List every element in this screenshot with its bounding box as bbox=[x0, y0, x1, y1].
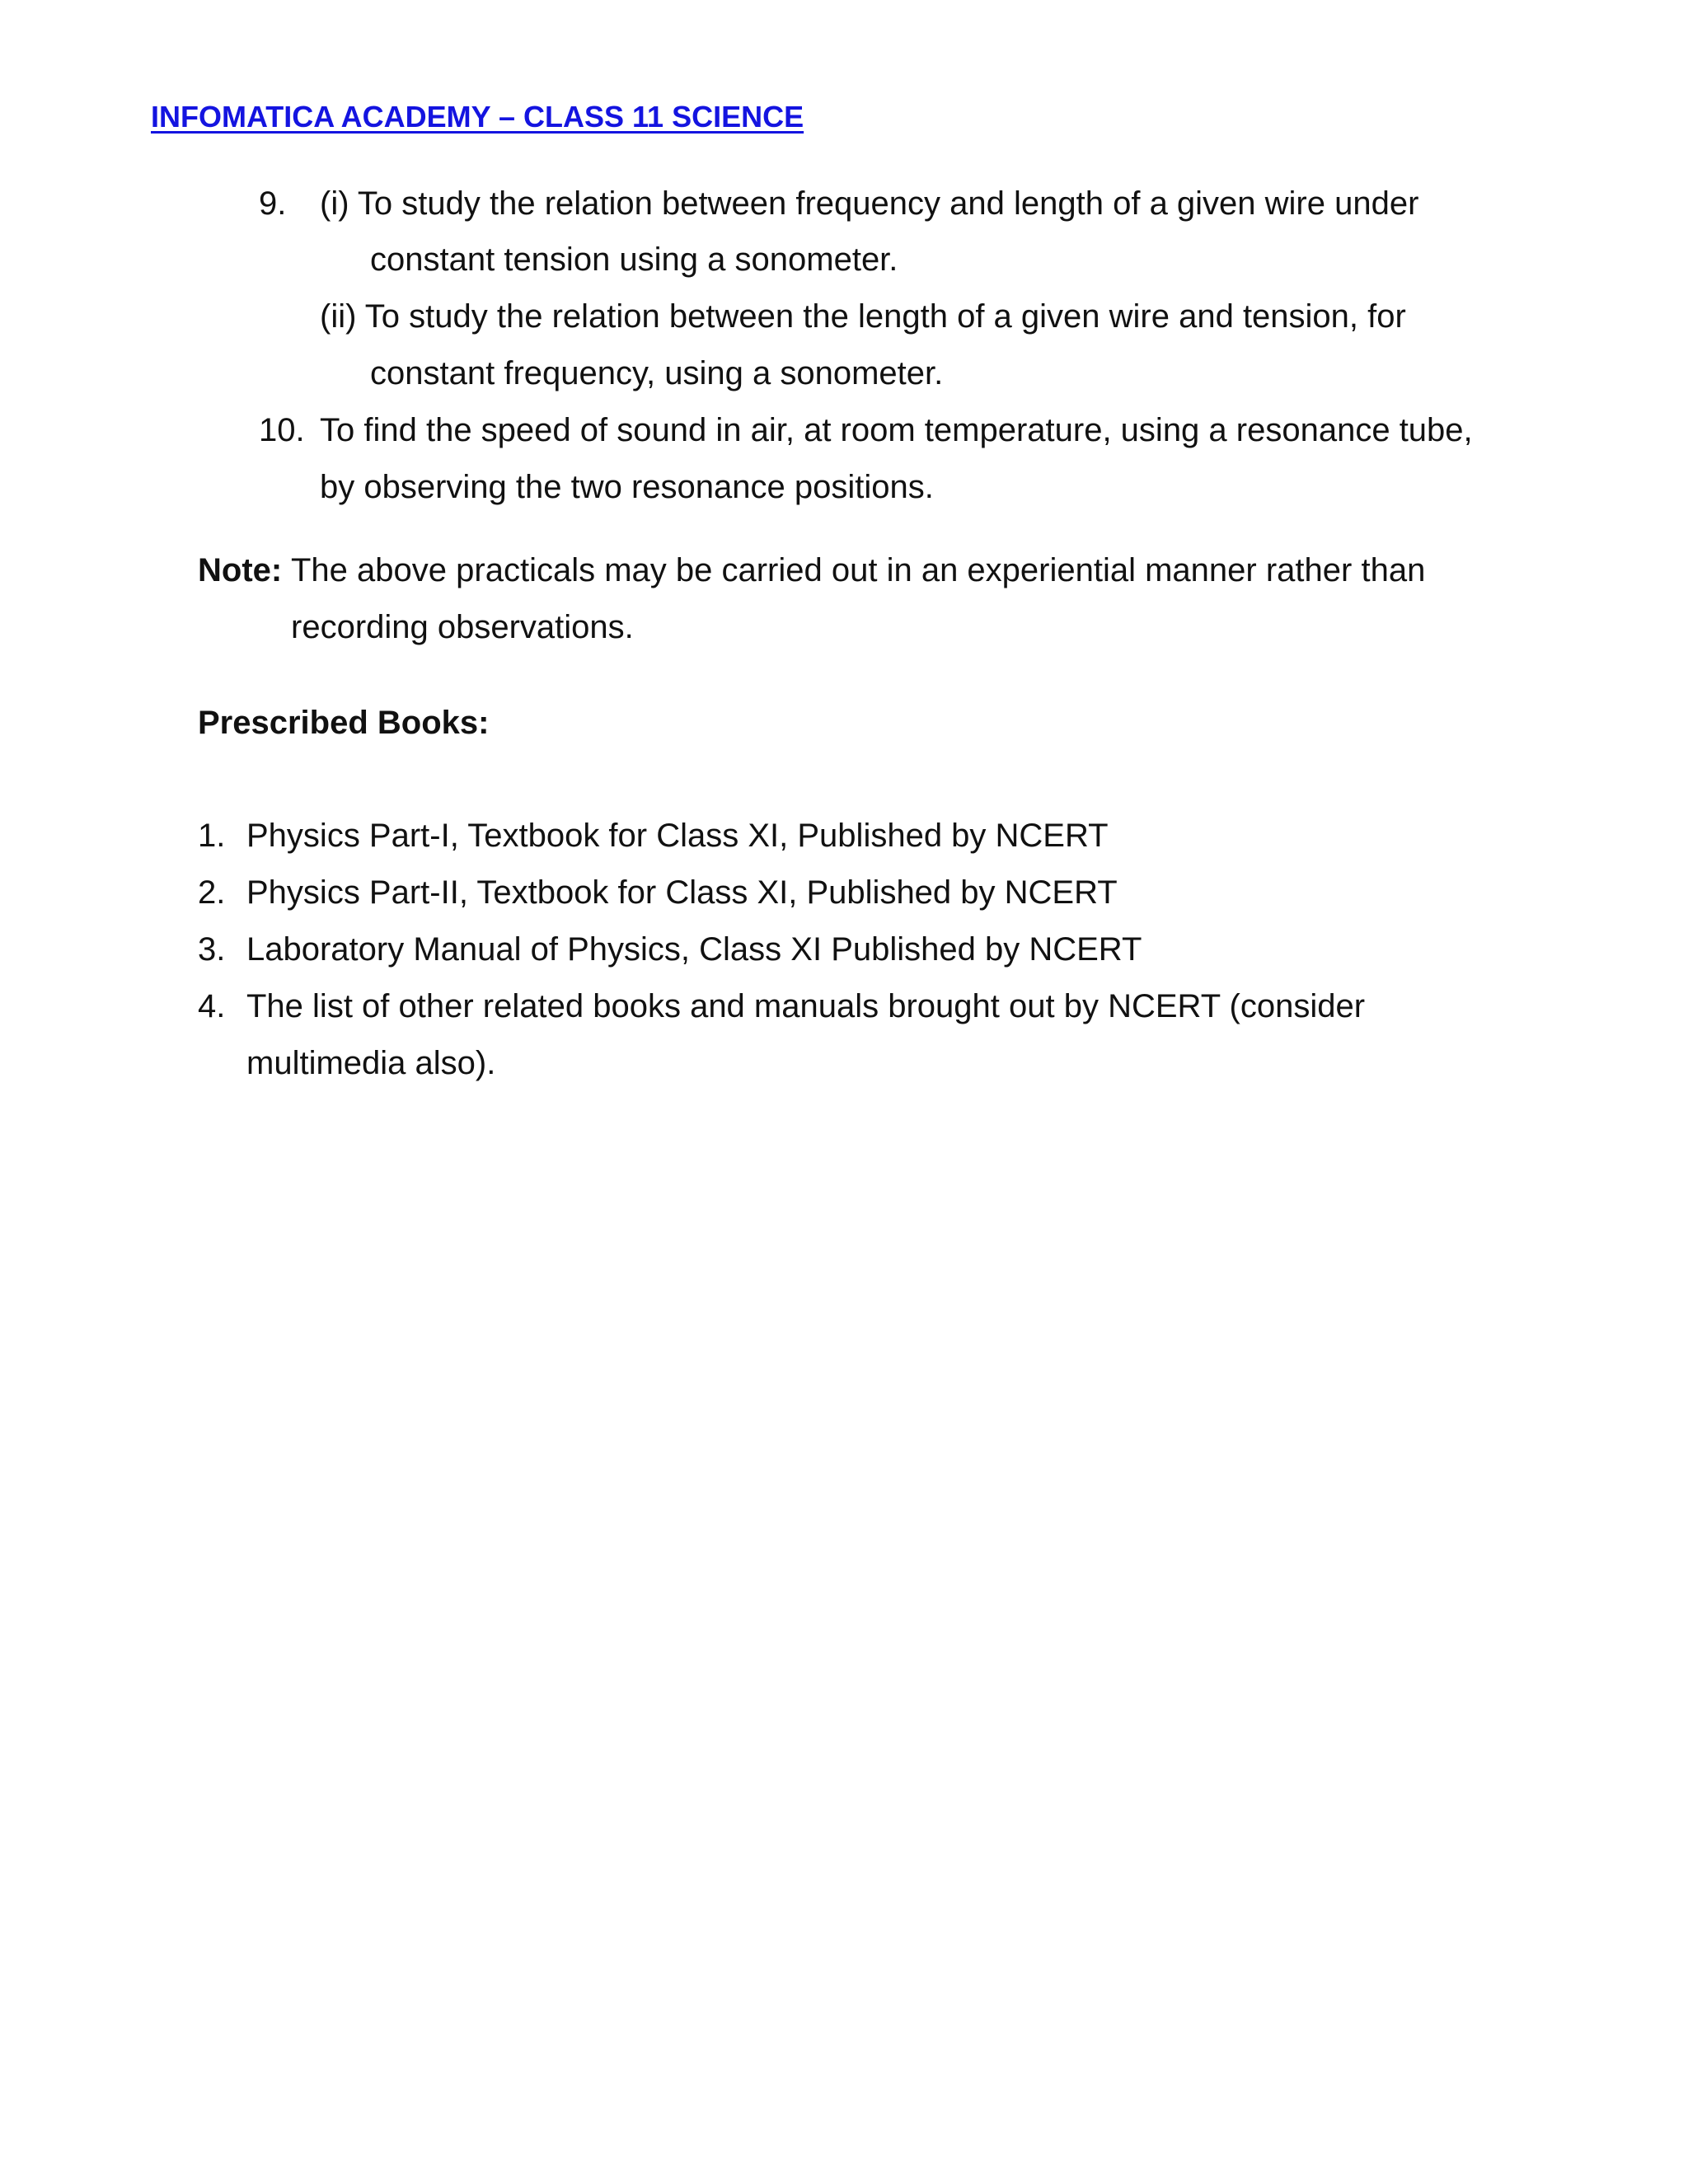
experiment-9-part-ii-line-1: (ii) To study the relation between the length of a given wire and tension, for bbox=[320, 298, 1406, 335]
book-2-text: Physics Part-II, Textbook for Class XI, Published by NCERT bbox=[246, 874, 1118, 911]
note-line-1: The above practicals may be carried out in an experiential manner rather than bbox=[291, 552, 1426, 588]
book-4-text-line-1: The list of other related books and manuals brought out by NCERT (consider bbox=[246, 988, 1366, 1024]
prescribed-books-heading: Prescribed Books: bbox=[198, 705, 490, 741]
book-1-text: Physics Part-I, Textbook for Class XI, Published by NCERT bbox=[246, 818, 1109, 854]
experiment-9-part-ii-line-2: constant frequency, using a sonometer. bbox=[370, 355, 944, 391]
note-line-2: recording observations. bbox=[291, 609, 634, 645]
experiment-9-number: 9. bbox=[259, 185, 287, 222]
experiment-10-number: 10. bbox=[259, 412, 305, 448]
experiment-9-part-i-line-1: (i) To study the relation between frequency and length of a given wire under bbox=[320, 185, 1419, 222]
experiment-10-line-2: by observing the two resonance positions. bbox=[320, 469, 934, 505]
book-4-number: 4. bbox=[198, 988, 226, 1024]
experiment-9-part-i-line-2: constant tension using a sonometer. bbox=[370, 241, 898, 278]
note-label: Note: bbox=[198, 552, 283, 588]
book-3-text: Laboratory Manual of Physics, Class XI Published by NCERT bbox=[246, 931, 1142, 968]
book-2-number: 2. bbox=[198, 874, 226, 911]
page-header: INFOMATICA ACADEMY – CLASS 11 SCIENCE bbox=[151, 100, 804, 134]
book-3-number: 3. bbox=[198, 931, 226, 968]
book-1-number: 1. bbox=[198, 818, 226, 854]
book-4-text-line-2: multimedia also). bbox=[246, 1045, 496, 1081]
experiment-10-line-1: To find the speed of sound in air, at room temperature, using a resonance tube, bbox=[320, 412, 1473, 448]
